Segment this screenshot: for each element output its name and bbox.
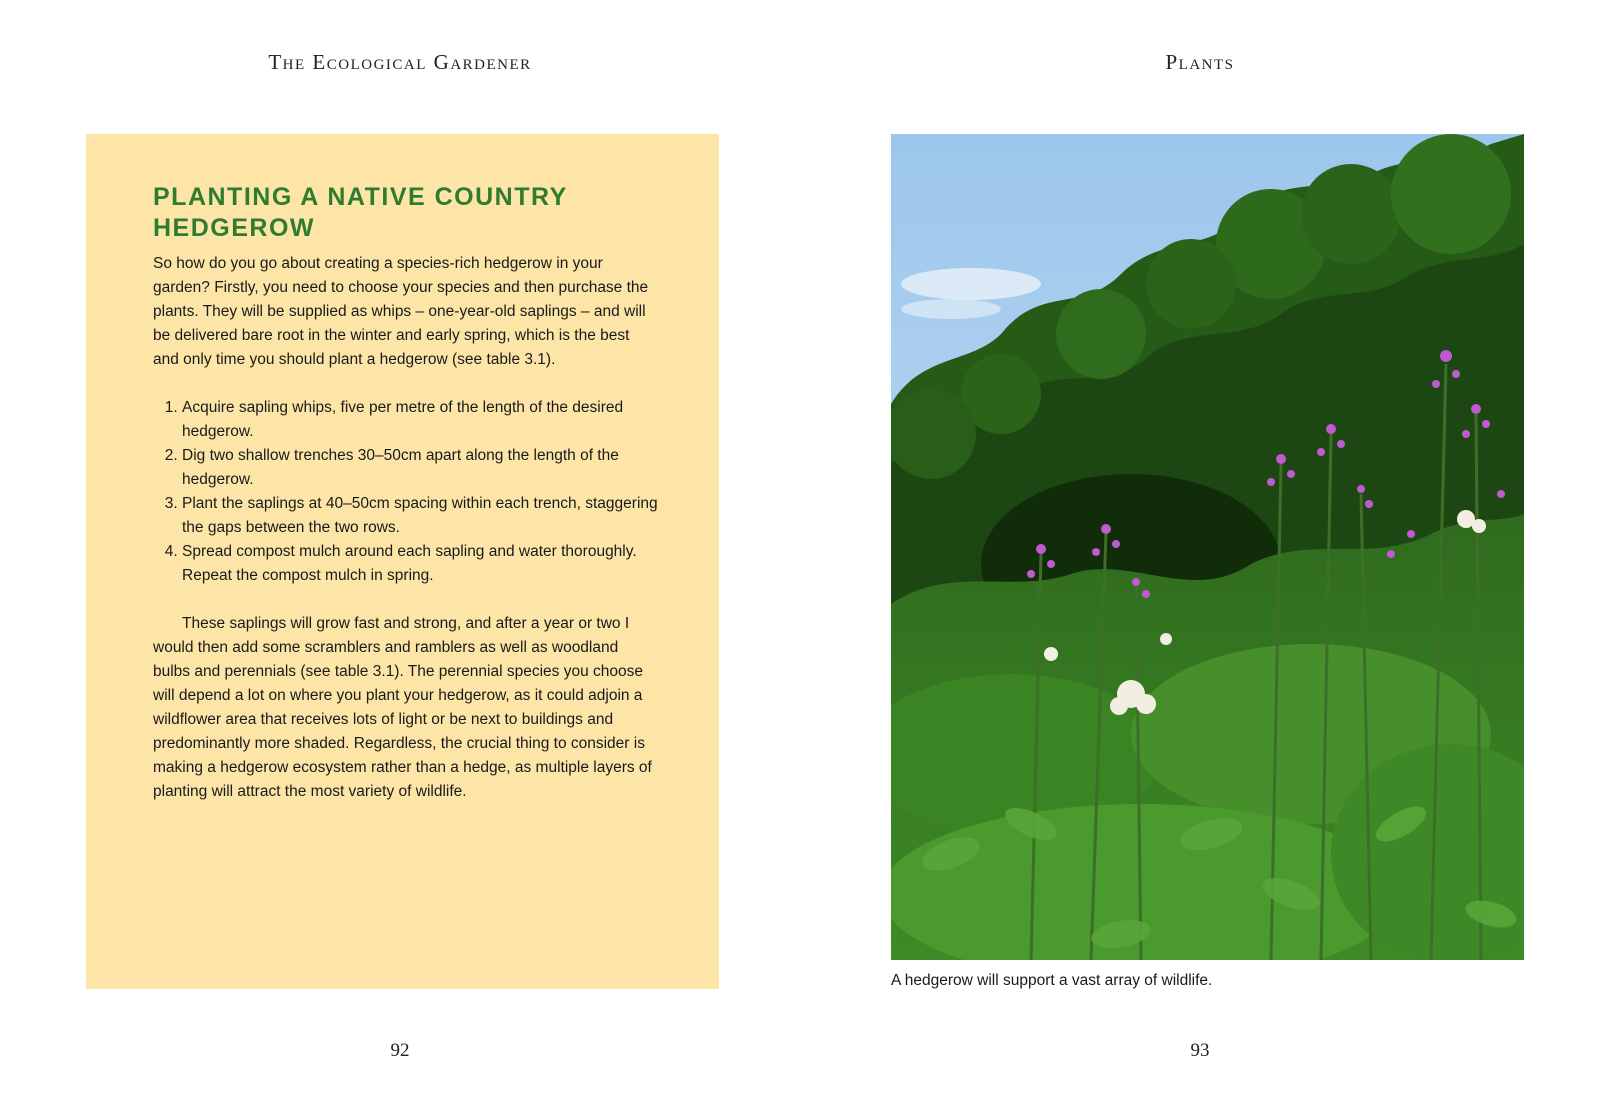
hedgerow-photo [891, 134, 1524, 960]
planting-step: 2. Dig two shallow trenches 30–50cm apart along the length of the hedgerow. [182, 444, 658, 492]
box-heading: PLANTING A NATIVE COUNTRY HEDGEROW [153, 183, 568, 242]
sidebar-box [86, 134, 719, 989]
page-number-right: 93 [1190, 1040, 1210, 1061]
planting-step: 3. Plant the saplings at 40–50cm spacing within each trench, staggering the gaps between the two rows. [182, 492, 658, 540]
running-head-book-title: The Ecological Gardener [268, 50, 532, 74]
running-head-chapter-title: Plants [1165, 50, 1235, 74]
photo-caption: A hedgerow will support a vast array of wildlife. [891, 972, 1213, 989]
box-closing-paragraph: These saplings will grow fast and strong, and after a year or two I would then add some scramblers and ramblers as well as woodland bulbs and perennials (see table 3.1). The perennial species you choose will depend a lot on where you plant your hedgerow, as it could adjoin a wildflower area that receives lots of light or be next to buildings and predominantly more shaded. Regardless, the crucial thing to consider is making a hedgerow ecosystem rather than a hedge, as multiple layers of planting will attract the most variety of wildlife. [153, 615, 652, 800]
planting-steps-list [153, 396, 658, 588]
box-intro-paragraph: So how do you go about creating a species-rich hedgerow in your garden? Firstly, you need to choose your species and then purchase the plants. They will be supplied as whips – one-year-old saplings – and will be delivered bare root in the winter and early spring, which is the best and only time you should plant a hedgerow (see table 3.1). [153, 255, 649, 368]
sidebar-box-content [153, 182, 658, 804]
planting-step: 4. Spread compost mulch around each sapling and water thoroughly. Repeat the compost mulch in spring. [182, 540, 658, 588]
planting-step: 1. Acquire sapling whips, five per metre of the length of the desired hedgerow. [182, 396, 658, 444]
page-number-left: 92 [390, 1040, 410, 1061]
